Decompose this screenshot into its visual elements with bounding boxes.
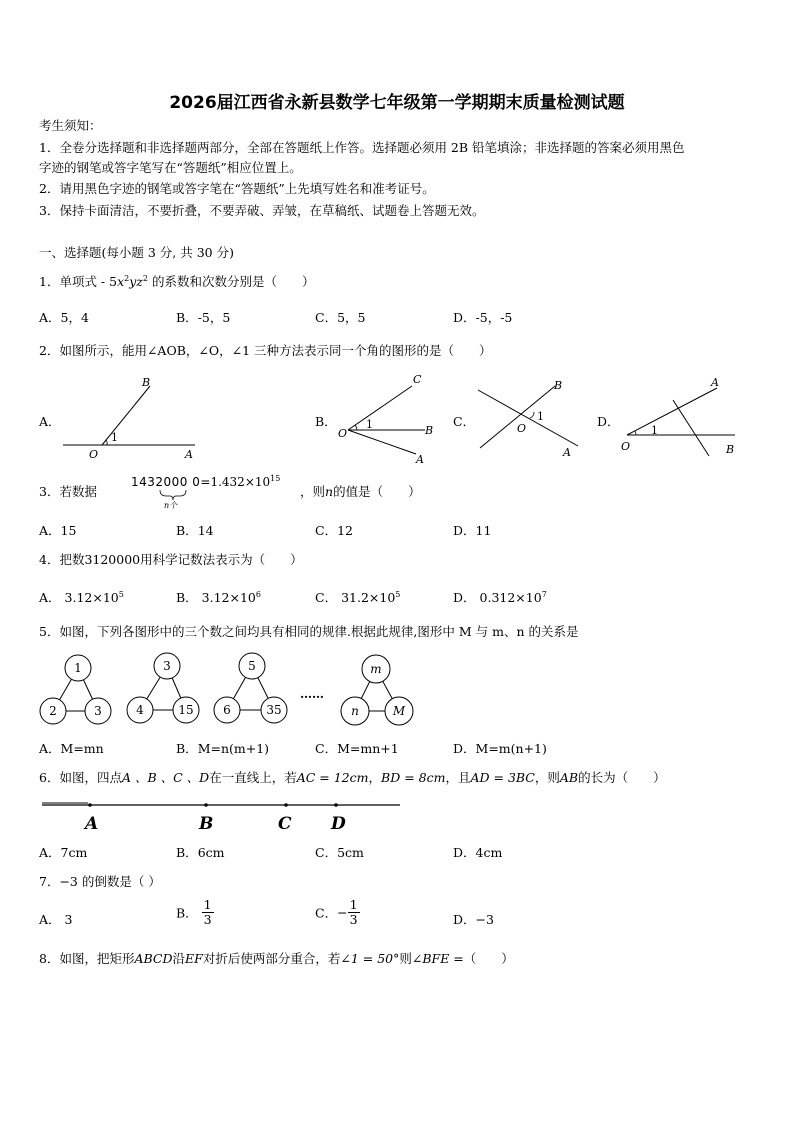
notice-line-2: 字迹的钢笔或答字笔写在“答题纸”相应位置上。 xyxy=(39,160,302,175)
q3-expression xyxy=(131,474,280,489)
q3-suffix: ，则n的值是（ ） xyxy=(300,484,421,499)
q5-triangle-2 xyxy=(127,653,199,723)
q7-option-c[interactable]: C．− $\frac{1}{3}$ xyxy=(315,897,358,927)
q4-number: 3120000 xyxy=(84,552,141,567)
q2-figure-c xyxy=(470,374,590,464)
question-8: 8．如图，把矩形ABCD沿EF对折后使两部分重合，若∠1 = 50°则∠BFE =（ ） xyxy=(39,951,514,966)
q6-option-b[interactable]: B．6cm xyxy=(176,845,225,860)
q6-label-b: B xyxy=(199,814,214,834)
q2c-label-a: A xyxy=(563,446,571,459)
q5-t1-top: 1 xyxy=(74,661,82,675)
q1-exp-z: 2 xyxy=(142,274,148,283)
q2b-label-1: 1 xyxy=(366,418,373,431)
q6-ac: AC = 12cm xyxy=(296,770,369,785)
q2b-label-b: B xyxy=(425,424,434,437)
q2c-label-1: 1 xyxy=(537,410,544,423)
q5-dots: …… xyxy=(300,687,324,701)
q2a-label-o: O xyxy=(89,448,99,461)
q5-t3-top: 5 xyxy=(248,659,256,673)
q6-ab: AB xyxy=(559,770,579,785)
q1-var-y: y xyxy=(129,274,137,290)
q3-var-n: n xyxy=(325,484,334,499)
q3-option-d[interactable]: D．11 xyxy=(453,523,492,538)
q6-bd: BD = 8cm xyxy=(381,770,446,785)
q5-option-a[interactable]: A．M=mn xyxy=(39,741,104,756)
question-5: 5．如图，下列各图形中的三个数之间均具有相同的规律.根据此规律,图形中 M 与 m、n 的关系是 xyxy=(39,624,579,639)
q5-t2-top: 3 xyxy=(163,659,171,673)
q3-n-mark: n个 xyxy=(164,501,178,510)
q1-option-a[interactable]: A．5，4 xyxy=(39,310,89,325)
q2-figure-b xyxy=(330,370,445,468)
notice-line-1: 1．全卷分选择题和非选择题两部分，全部在答题纸上作答。选择题必须用 2B 铅笔填涂；非选择题的答案必须用黑色 xyxy=(39,140,685,155)
q5-t4-left: n xyxy=(351,704,359,718)
q8-ef: EF xyxy=(185,951,203,966)
section-heading: 一、选择题(每小题 3 分, 共 30 分) xyxy=(39,245,234,260)
q2a-label-b: B xyxy=(142,376,151,389)
q2b-label-c: C xyxy=(413,373,422,386)
page-title: 2026届江西省永新县数学七年级第一学期期末质量检测试题 xyxy=(169,93,625,113)
q1-option-c[interactable]: C．5，5 xyxy=(315,310,366,325)
q5-triangle-3 xyxy=(214,653,287,723)
q2a-label-1: 1 xyxy=(111,431,118,444)
q2-option-d[interactable]: D． xyxy=(597,414,620,429)
q1-var-x: x xyxy=(117,274,125,290)
q6-points: A 、B 、C 、D xyxy=(121,770,210,785)
q6-label-c: C xyxy=(278,814,292,834)
q1-suffix: 的系数和次数分别是（ ） xyxy=(147,274,315,290)
q8-angle1: ∠1 = 50° xyxy=(340,951,400,966)
question-2: 2．如图所示，能用∠AOB，∠O，∠1 三种方法表示同一个角的图形的是（ ） xyxy=(39,343,492,358)
q7-option-a[interactable]: A． 3 xyxy=(39,912,73,927)
notice-heading: 考生须知： xyxy=(39,118,102,133)
q8-bfe: ∠BFE = xyxy=(411,951,464,966)
q3-exponent: 15 xyxy=(270,474,281,483)
q6-ad: AD = 3BC xyxy=(470,770,535,785)
q3-option-c[interactable]: C．12 xyxy=(315,523,353,538)
q6-option-d[interactable]: D．4cm xyxy=(453,845,503,860)
q6-line-figure xyxy=(38,796,408,836)
q3-option-a[interactable]: A．15 xyxy=(39,523,77,538)
notice-line-4: 3．保持卡面清洁，不要折叠，不要弄破、弄皱，在草稿纸、试题卷上答题无效。 xyxy=(39,203,485,218)
q5-option-d[interactable]: D．M=m(n+1) xyxy=(453,741,547,756)
q5-t1-right: 3 xyxy=(94,704,102,718)
q5-t2-left: 4 xyxy=(136,703,144,717)
q5-option-b[interactable]: B．M=n(m+1) xyxy=(176,741,270,756)
q4-option-a[interactable]: A． $3.12\times 10^5$ xyxy=(39,589,124,605)
q7-option-b[interactable]: B． $\frac{1}{3}$ xyxy=(176,897,212,927)
q4-option-c[interactable]: C． $31.2\times 10^5$ xyxy=(315,589,401,605)
q2c-label-b: B xyxy=(554,379,563,392)
question-7: 7．−3 的倒数是（ ） xyxy=(39,874,161,889)
question-4: 4．把数3120000用科学记数法表示为（ ） xyxy=(39,552,303,567)
q2a-label-a: A xyxy=(185,448,193,461)
q5-t3-left: 6 xyxy=(223,703,231,717)
question-6: 6．如图，四点A 、B 、C 、D在一直线上，若AC = 12cm，BD = 8cm，且AD = 3BC，则AB的长为（ ） xyxy=(39,770,666,785)
q5-t1-left: 2 xyxy=(49,704,57,718)
q2-option-c[interactable]: C． xyxy=(453,414,476,429)
notice-line-3: 2．请用黑色字迹的钢笔或答字笔在“答题纸”上先填写姓名和准考证号。 xyxy=(39,181,435,196)
q5-figures xyxy=(30,648,430,730)
q1-option-d[interactable]: D．-5，-5 xyxy=(453,310,513,325)
q2b-label-o: O xyxy=(338,427,348,440)
q6-option-c[interactable]: C．5cm xyxy=(315,845,364,860)
q2-option-b[interactable]: B． xyxy=(315,414,337,429)
q5-triangle-4 xyxy=(341,655,413,725)
q4-option-d[interactable]: D． $0.312\times 10^7$ xyxy=(453,589,547,605)
q5-t4-top: m xyxy=(370,662,382,676)
q2c-label-o: O xyxy=(517,422,527,435)
q2d-label-a: A xyxy=(711,376,719,389)
q5-t2-right: 15 xyxy=(178,703,194,717)
q5-t4-right: M xyxy=(392,704,406,718)
q7-option-d[interactable]: D．−3 xyxy=(453,912,494,927)
q3-prefix: 3．若数据 xyxy=(39,484,97,499)
q5-option-c[interactable]: C．M=mn+1 xyxy=(315,741,399,756)
q2d-label-1: 1 xyxy=(651,424,658,437)
q2b-label-a: A xyxy=(416,453,424,466)
q4-option-b[interactable]: B． $3.12\times 10^6$ xyxy=(176,589,261,605)
q8-abcd: ABCD xyxy=(134,951,173,966)
q2d-label-b: B xyxy=(726,443,735,456)
q6-option-a[interactable]: A．7cm xyxy=(39,845,88,860)
q5-t3-right: 35 xyxy=(266,703,282,717)
q2-option-a[interactable]: A． xyxy=(39,414,61,429)
q5-triangle-1 xyxy=(40,655,111,724)
q3-equation: =1.432×10 xyxy=(200,475,271,489)
q2d-label-o: O xyxy=(621,440,631,453)
question-1 xyxy=(39,271,314,290)
q6-label-a: A xyxy=(85,814,99,834)
q1-exp-x: 2 xyxy=(124,274,130,283)
q1-var-z: z xyxy=(136,274,143,290)
q2-figure-a xyxy=(55,372,205,462)
q3-digits: 1432000 0 xyxy=(131,475,201,489)
q2-figure-d xyxy=(615,372,745,462)
q1-option-b[interactable]: B．-5，5 xyxy=(176,310,231,325)
q6-label-d: D xyxy=(331,814,346,834)
q3-option-b[interactable]: B．14 xyxy=(176,523,214,538)
q1-prefix: 1．单项式 - 5 xyxy=(39,274,118,290)
